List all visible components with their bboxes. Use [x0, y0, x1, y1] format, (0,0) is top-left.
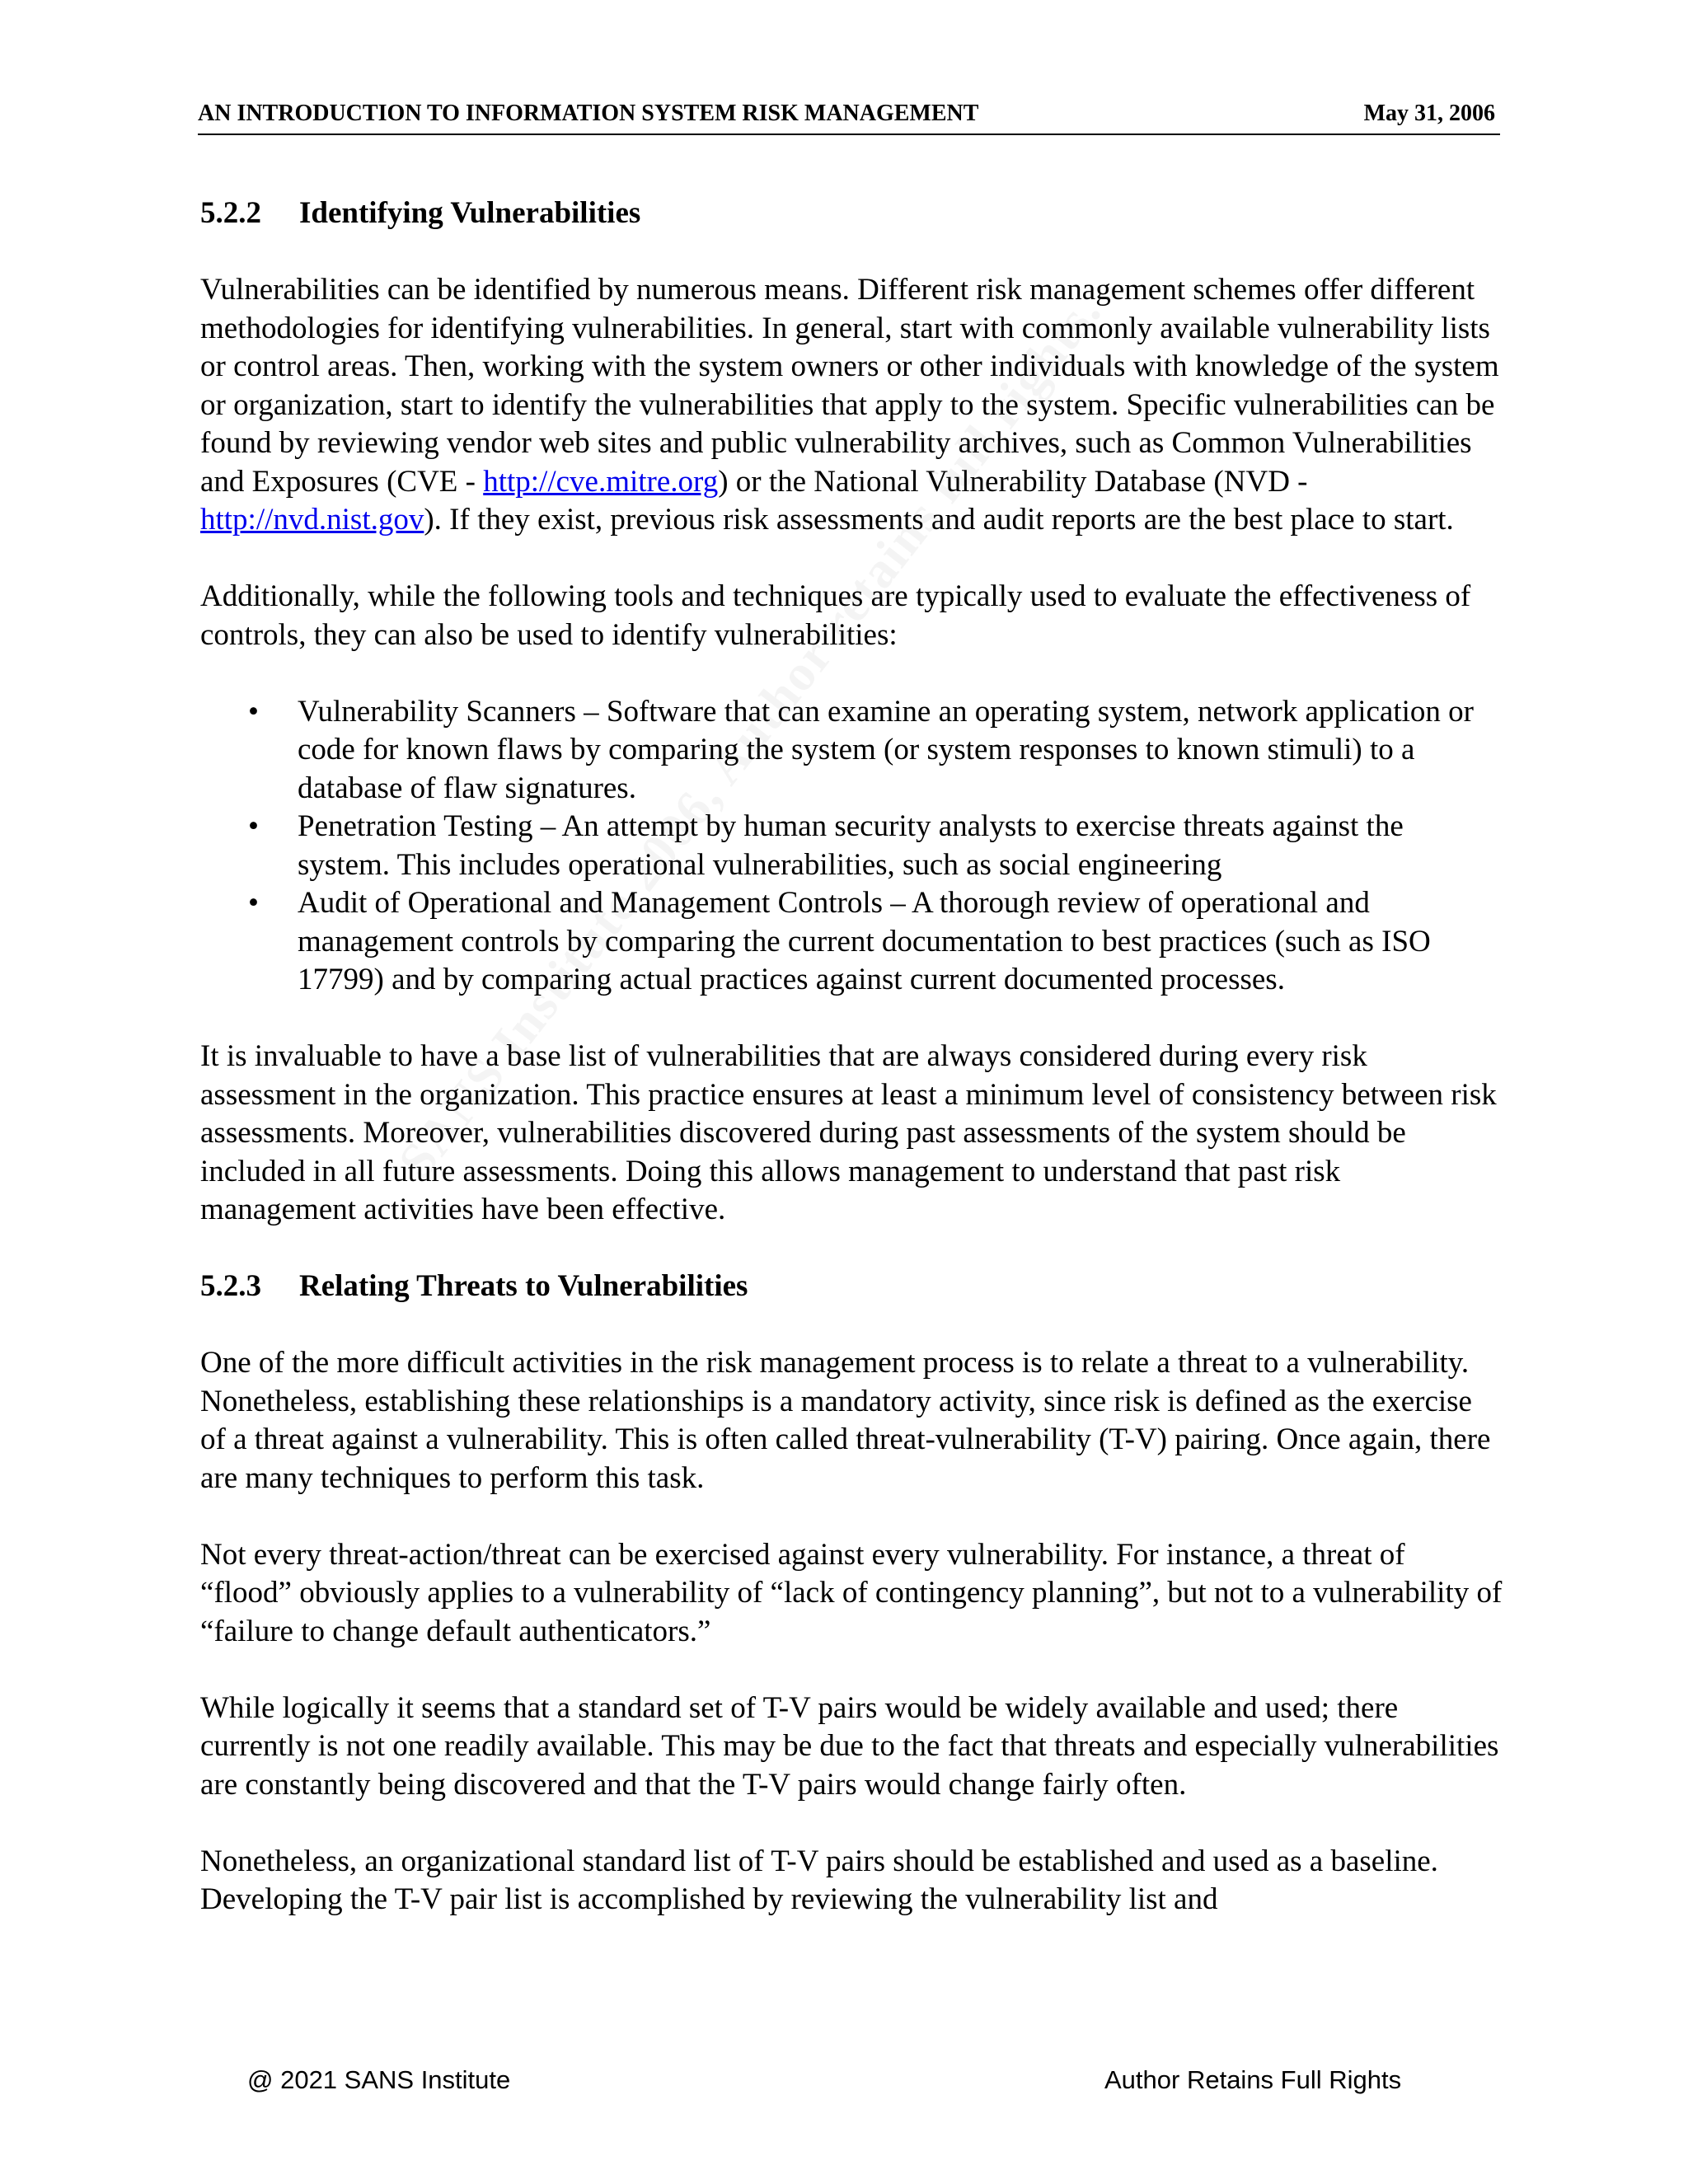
footer-copyright: @ 2021 SANS Institute: [247, 2065, 511, 2094]
page-header: [198, 97, 1500, 135]
section-number: 5.2.2: [200, 196, 261, 230]
section-title: Relating Threats to Vulnerabilities: [299, 1269, 748, 1303]
nvd-link[interactable]: http://nvd.nist.gov: [200, 503, 424, 537]
paragraph: One of the more difficult activities in the risk management process is to relate a threat to a vulnerability. Nonetheless, establishing these relationships is a mandatory activity, since risk is defined as the exercise of a threat against a vulnerability. This is often called threat-vulnerability (T-V) pairing. Once again, there are many techniques to perform this task.: [200, 1346, 1491, 1495]
cve-link[interactable]: http://cve.mitre.org: [483, 464, 719, 499]
paragraph: While logically it seems that a standard set of T-V pairs would be widely available and used; there currently is not one readily available. This may be due to the fact that threats and especially vulnerabilities are constantly being discovered and that the T-V pairs would change fairly often.: [200, 1690, 1499, 1802]
list-item: • Penetration Testing – An attempt by human security analysts to exercise threats against the system. This includes operational vulnerabilities, such as social engineering: [248, 809, 1404, 882]
header-title: AN INTRODUCTION TO INFORMATION SYSTEM RISK MANAGEMENT: [198, 101, 979, 126]
section-title: Identifying Vulnerabilities: [299, 196, 641, 230]
paragraph: Additionally, while the following tools and techniques are typically used to evaluate the effectiveness of controls, they can also be used to identify vulnerabilities:: [200, 579, 1471, 652]
list-item: • Audit of Operational and Management Controls – A thorough review of operational and management controls by comparing the current documentation to best practices (such as ISO 17799) and by comparing actual practices against current documented processes.: [248, 886, 1431, 996]
section-number: 5.2.3: [200, 1269, 261, 1303]
bullet-icon: •: [248, 886, 259, 920]
document-body: [200, 194, 1503, 1919]
paragraph: Vulnerabilities can be identified by numerous means. Different risk management schemes offer different methodologies for identifying vulnerabilities. In general, start with commonly available vulnerability lists or control areas. Then, working with the system owners or other individuals with knowledge of the system or organization, start to identify the vulnerabilities that apply to the system. Specific vulnerabilities can be found by reviewing vendor web sites and public vulnerability archives, such as Common Vulnerabilities and Exposures (CVE - http://cve.mitre.org) or the National Vulnerability Database (NVD - http://nvd.nist.gov). If they exist, previous risk assessments and audit reports are the best place to start.: [200, 273, 1499, 537]
section-heading-5-2-2: [200, 194, 1503, 233]
bullet-icon: •: [248, 809, 259, 843]
list-item: • Vulnerability Scanners – Software that can examine an operating system, network application or code for known flaws by comparing the system (or system responses to known stimuli) to a database of flaw signatures.: [248, 694, 1474, 805]
footer-rights: Author Retains Full Rights: [1104, 2065, 1402, 2094]
paragraph: Nonetheless, an organizational standard list of T-V pairs should be established and used as a baseline. Developing the T-V pair list is accomplished by reviewing the vulnerability list and: [200, 1844, 1438, 1916]
bullet-icon: •: [248, 694, 259, 729]
tools-list: [200, 693, 1503, 1000]
header-date: May 31, 2006: [1363, 101, 1495, 126]
paragraph: It is invaluable to have a base list of vulnerabilities that are always considered during every risk assessment in the organization. This practice ensures at least a minimum level of consistency between risk assessments. Moreover, vulnerabilities discovered during past assessments of the system should be included in all future assessments. Doing this allows management to understand that past risk management activities have been effective.: [200, 1039, 1497, 1226]
paragraph: Not every threat-action/threat can be exercised against every vulnerability. For instance, a threat of “flood” obviously applies to a vulnerability of “lack of contingency planning”, but not to a vulnerability of “failure to change default authenticators.”: [200, 1537, 1503, 1648]
section-heading-5-2-3: [200, 1268, 1503, 1306]
